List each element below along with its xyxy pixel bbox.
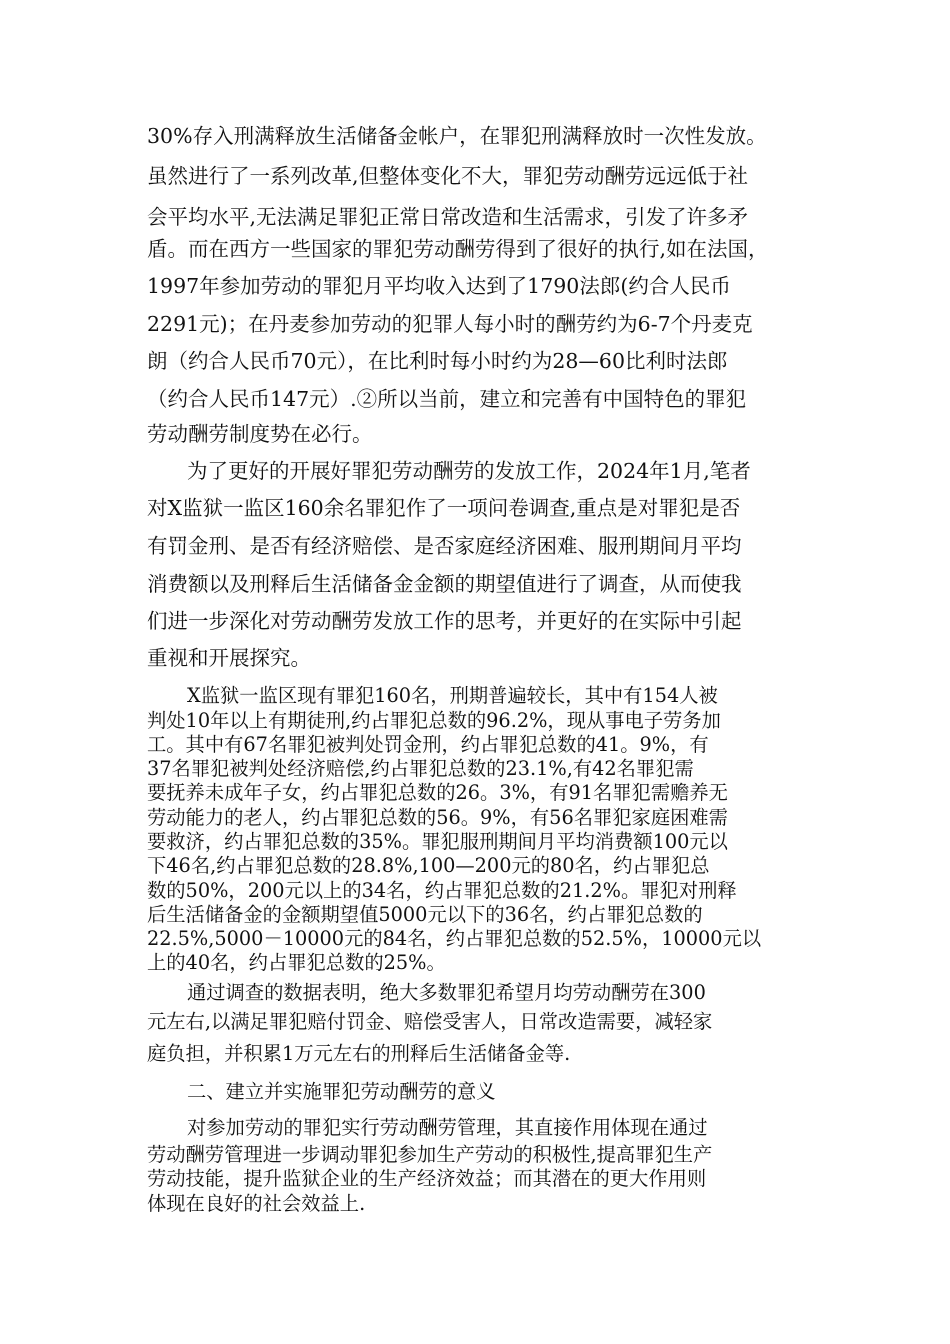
text-line: 22.5%,5000－10000元的84名，约占罪犯总数的52.5%，10000元以	[147, 927, 762, 950]
text-line: 要救济，约占罪犯总数的35%。罪犯服刑期间月平均消费额100元以	[147, 830, 728, 853]
text-line: 37名罪犯被判处经济赔偿,约占罪犯总数的23.1%,有42名罪犯需	[147, 757, 694, 780]
text-line: 下46名,约占罪犯总数的28.8%,100—200元的80名，约占罪犯总	[147, 854, 710, 877]
text-line: 为了更好的开展好罪犯劳动酬劳的发放工作，2024年1月,笔者	[187, 459, 751, 483]
text-line: 30%存入刑满释放生活储备金帐户，在罪犯刑满释放时一次性发放。	[147, 124, 767, 148]
text-line: X监狱一监区现有罪犯160名，刑期普遍较长，其中有154人被	[187, 684, 718, 707]
text-line: （约合人民币147元）.②所以当前，建立和完善有中国特色的罪犯	[147, 387, 747, 411]
text-line: 庭负担，并积累1万元左右的刑释后生活储备金等.	[147, 1042, 571, 1065]
text-line: 劳动酬劳制度势在必行。	[147, 422, 373, 446]
text-line: 通过调查的数据表明，绝大多数罪犯希望月均劳动酬劳在300	[187, 981, 706, 1004]
text-line: 后生活储备金的金额期望值5000元以下的36名，约占罪犯总数的	[147, 903, 703, 926]
text-line: 2291元)；在丹麦参加劳动的犯罪人每小时的酬劳约为6-7个丹麦克	[147, 312, 753, 336]
text-line: 工。其中有67名罪犯被判处罚金刑，约占罪犯总数的41。9%，有	[147, 733, 709, 756]
text-line: 有罚金刑、是否有经济赔偿、是否家庭经济困难、服刑期间月平均	[147, 534, 742, 558]
text-line: 元左右,以满足罪犯赔付罚金、赔偿受害人，日常改造需要，减轻家	[147, 1010, 713, 1033]
text-line: 朗（约合人民币70元），在比利时每小时约为28—60比利时法郎	[147, 349, 728, 373]
text-line: 劳动酬劳管理进一步调动罪犯参加生产劳动的积极性,提高罪犯生产	[147, 1143, 713, 1166]
text-line: 盾。而在西方一些国家的罪犯劳动酬劳得到了很好的执行,如在法国，	[147, 237, 769, 261]
text-line: 劳动能力的老人，约占罪犯总数的56。9%，有56名罪犯家庭困难需	[147, 806, 728, 829]
text-line: 消费额以及刑释后生活储备金金额的期望值进行了调查，从而使我	[147, 572, 742, 596]
text-line: 判处10年以上有期徒刑,约占罪犯总数的96.2%，现从事电子劳务加	[147, 709, 721, 732]
text-line: 对参加劳动的罪犯实行劳动酬劳管理，其直接作用体现在通过	[187, 1116, 708, 1139]
text-line: 劳动技能，提升监狱企业的生产经济效益；而其潜在的更大作用则	[147, 1167, 707, 1190]
text-line: 们进一步深化对劳动酬劳发放工作的思考，并更好的在实际中引起	[147, 609, 742, 633]
text-line: 虽然进行了一系列改革,但整体变化不大，罪犯劳动酬劳远远低于社	[147, 164, 749, 188]
text-line: 1997年参加劳动的罪犯月平均收入达到了1790法郎(约合人民币	[147, 274, 731, 298]
text-line: 数的50%，200元以上的34名，约占罪犯总数的21.2%。罪犯对刑释	[147, 879, 737, 902]
text-line: 上的40名，约占罪犯总数的25%。	[147, 951, 446, 974]
text-line: 重视和开展探究。	[147, 646, 311, 670]
text-line: 会平均水平,无法满足罪犯正常日常改造和生活需求，引发了许多矛	[147, 205, 749, 229]
text-line: 要抚养未成年子女，约占罪犯总数的26。3%，有91名罪犯需赡养无	[147, 781, 728, 804]
text-line: 体现在良好的社会效益上.	[147, 1192, 366, 1215]
section-heading: 二、建立并实施罪犯劳动酬劳的意义	[187, 1080, 496, 1103]
text-line: 对X监狱一监区160余名罪犯作了一项问卷调查,重点是对罪犯是否	[147, 496, 741, 520]
